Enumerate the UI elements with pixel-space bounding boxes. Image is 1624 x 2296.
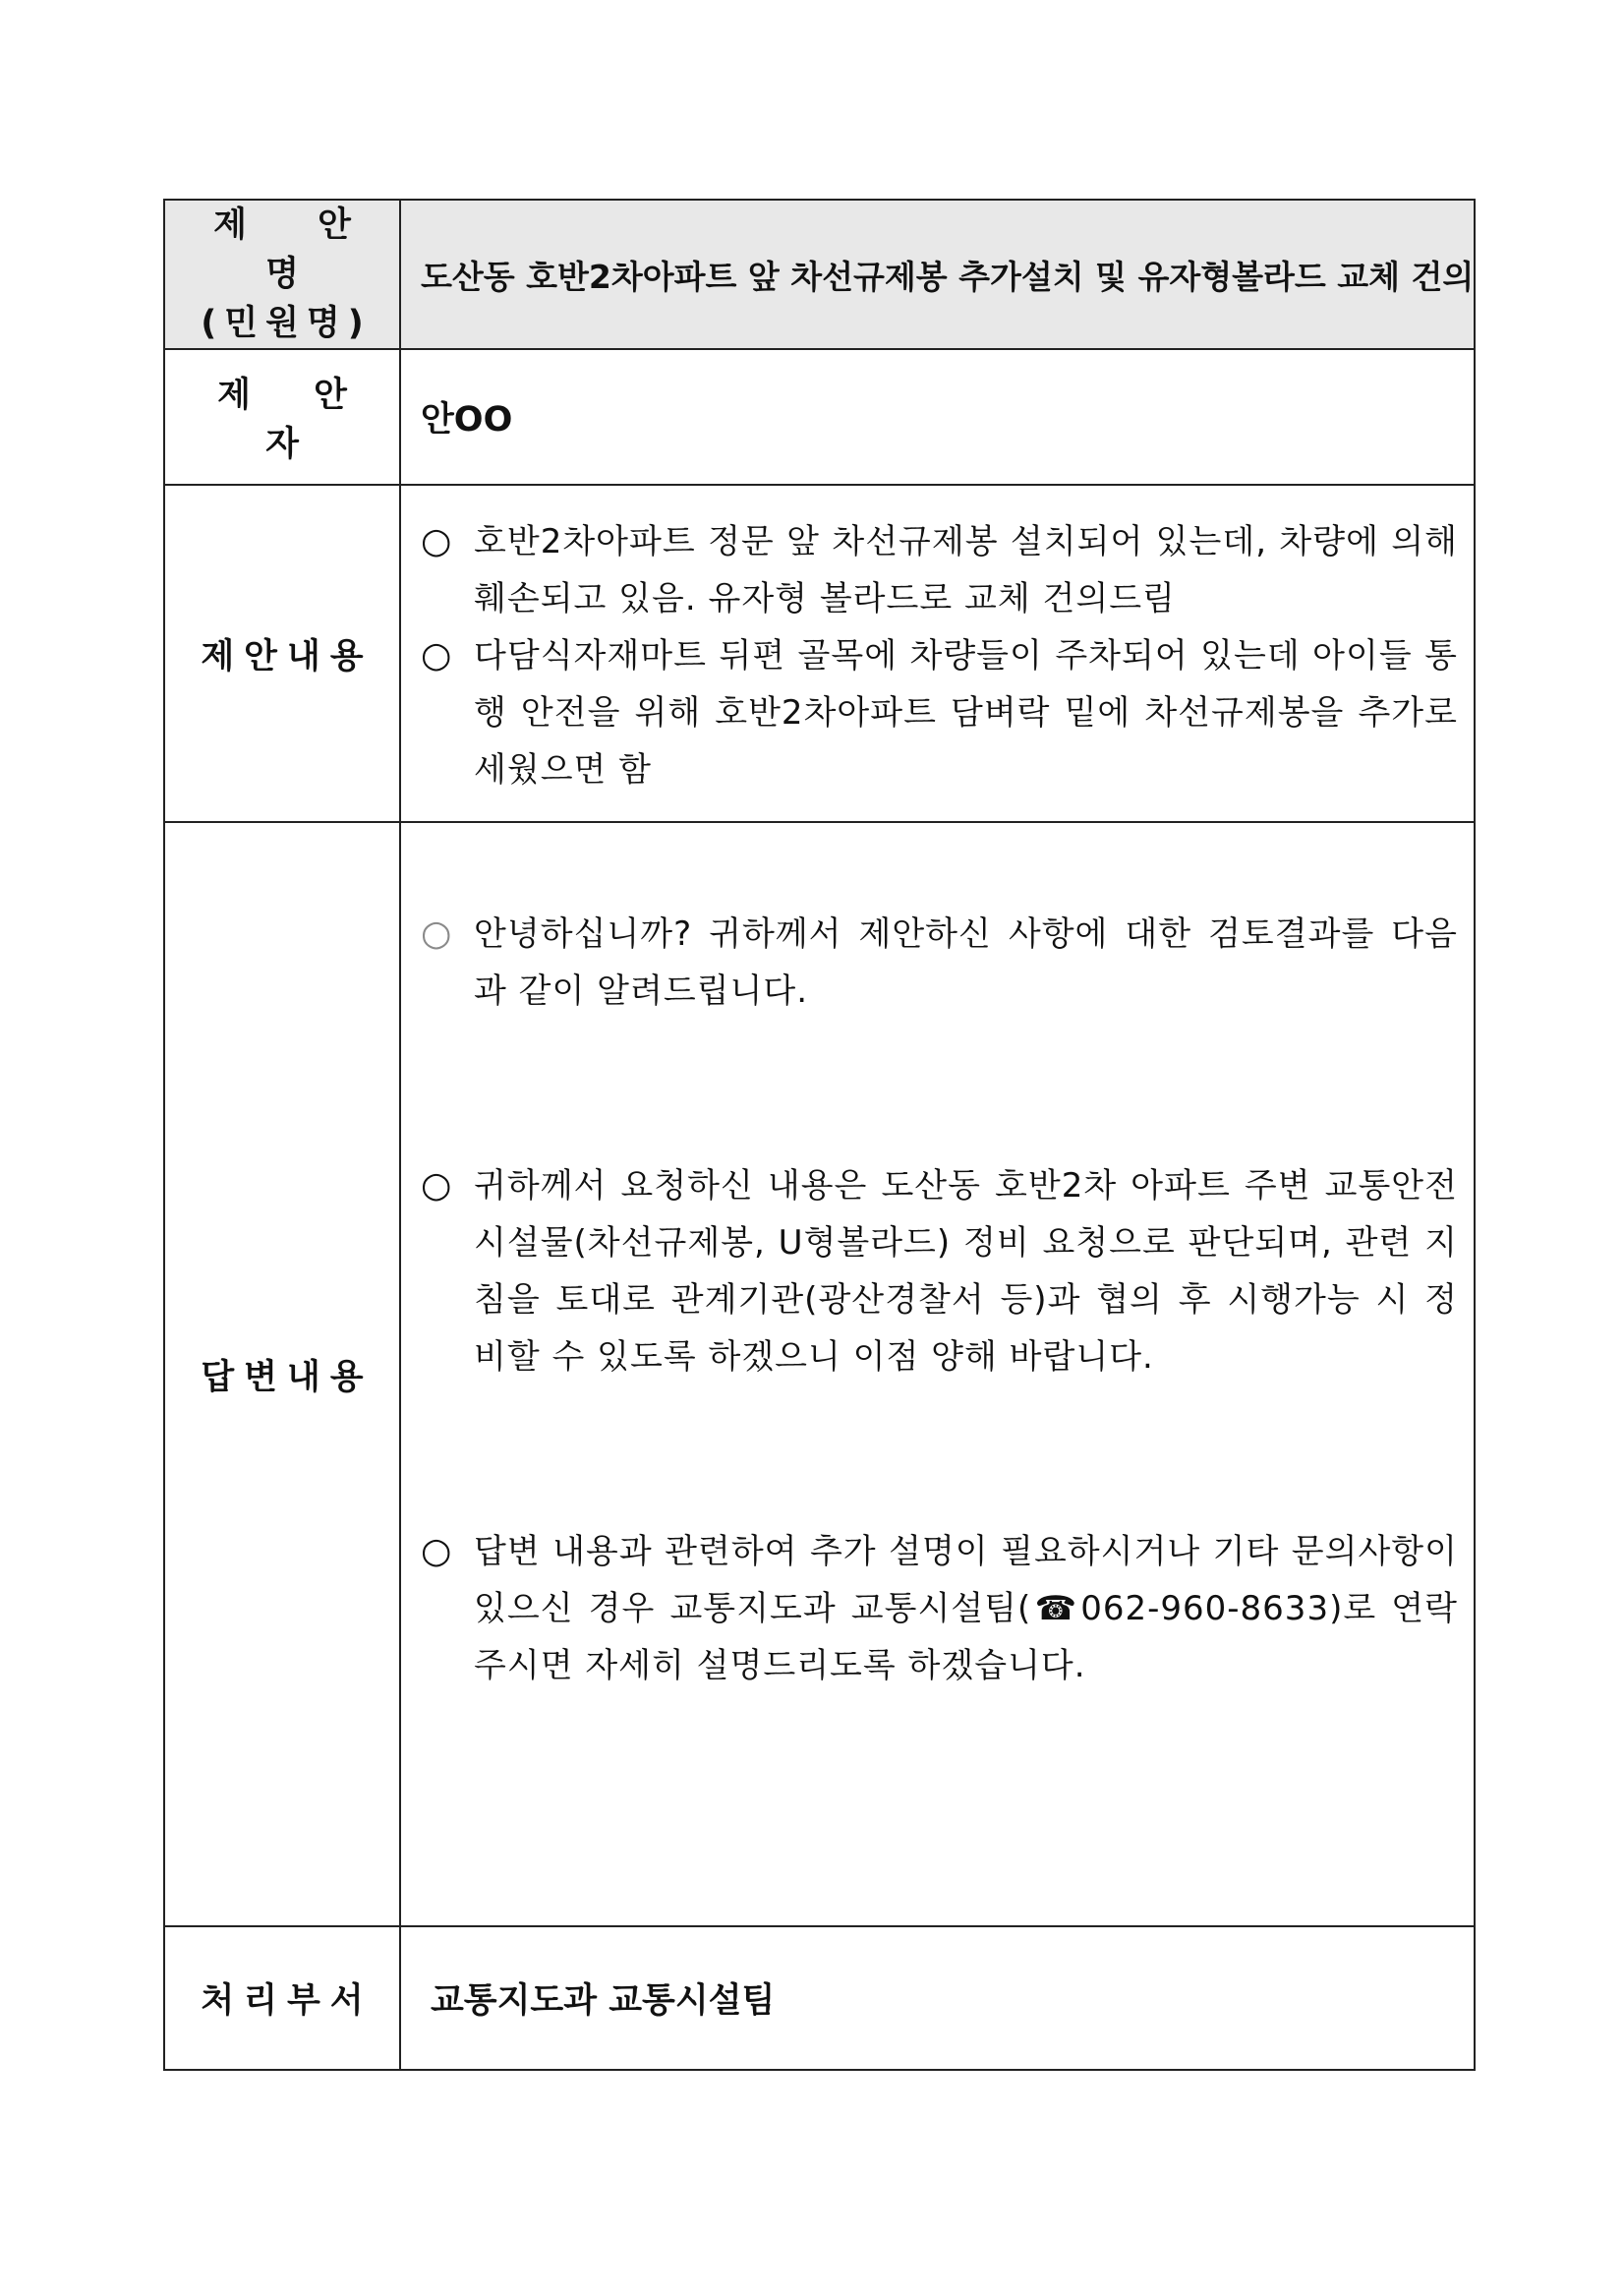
answer-item-text: 귀하께서 요청하신 내용은 도산동 호반2차 아파트 주변 교통안전시설물(차선규제봉, U형볼라드) 정비 요청으로 판단되며, 관련 지침을 토대로 관계기관(광산경찰서 등)과 협의 후 시행가능 시 정비할 수 있도록 하겠으니 이점 양해 바랍니다. — [474, 1166, 1458, 1377]
spacer — [421, 823, 1458, 906]
answer-label: 답변내용 — [164, 822, 400, 1926]
title-sublabel: (민원명) — [201, 304, 372, 343]
row-department — [164, 1926, 1475, 2070]
circle-bullet-icon: ○ — [421, 520, 453, 561]
spacer — [421, 1020, 1458, 1157]
content-item-text: 다담식자재마트 뒤편 골목에 차량들이 주차되어 있는데 아이들 통행 안전을 위해 호반2차아파트 담벼락 밑에 차선규제봉을 추가로 세웠으면 함 — [474, 635, 1458, 790]
row-title — [164, 200, 1475, 349]
answer-list — [421, 906, 1458, 1694]
content-list — [421, 509, 1458, 798]
circle-bullet-icon: ○ — [421, 634, 453, 676]
circle-bullet-icon: ○ — [421, 913, 453, 954]
proposal-title: 도산동 호반2차아파트 앞 차선규제봉 추가설치 및 유자형볼라드 교체 건의 — [400, 200, 1475, 349]
proposer-name: 안OO — [400, 349, 1475, 485]
answer-item — [421, 1157, 1458, 1385]
content-label: 제안내용 — [164, 485, 400, 822]
circle-bullet-icon: ○ — [421, 1165, 453, 1206]
proposer-label: 제 안 자 — [164, 349, 400, 485]
row-content — [164, 485, 1475, 822]
department-label: 처리부서 — [164, 1926, 400, 2070]
proposal-table — [163, 199, 1476, 2071]
answer-item — [421, 1523, 1458, 1694]
answer-item-text: 답변 내용과 관련하여 추가 설명이 필요하시거나 기타 문의사항이 있으신 경우 교통지도과 교통시설팀(☎062-960-8633)로 연락 주시면 자세히 설명드리도록 하겠습니다. — [474, 1532, 1458, 1685]
title-label-cell — [164, 200, 400, 349]
content-cell — [400, 485, 1475, 822]
answer-item — [421, 906, 1458, 1020]
spacer — [421, 1385, 1458, 1523]
row-proposer — [164, 349, 1475, 485]
circle-bullet-icon: ○ — [421, 1531, 453, 1571]
title-label: 제 안 명 — [213, 206, 380, 294]
content-item — [421, 627, 1458, 798]
row-answer — [164, 822, 1475, 1926]
content-item-text: 호반2차아파트 정문 앞 차선규제봉 설치되어 있는데, 차량에 의해 훼손되고 있음. 유자형 볼라드로 교체 건의드림 — [474, 521, 1458, 618]
answer-cell — [400, 822, 1475, 1926]
content-item — [421, 513, 1458, 627]
answer-item-text: 안녕하십니까? 귀하께서 제안하신 사항에 대한 검토결과를 다음과 같이 알려드립니다. — [474, 914, 1458, 1011]
department-name: 교통지도과 교통시설팀 — [400, 1926, 1475, 2070]
